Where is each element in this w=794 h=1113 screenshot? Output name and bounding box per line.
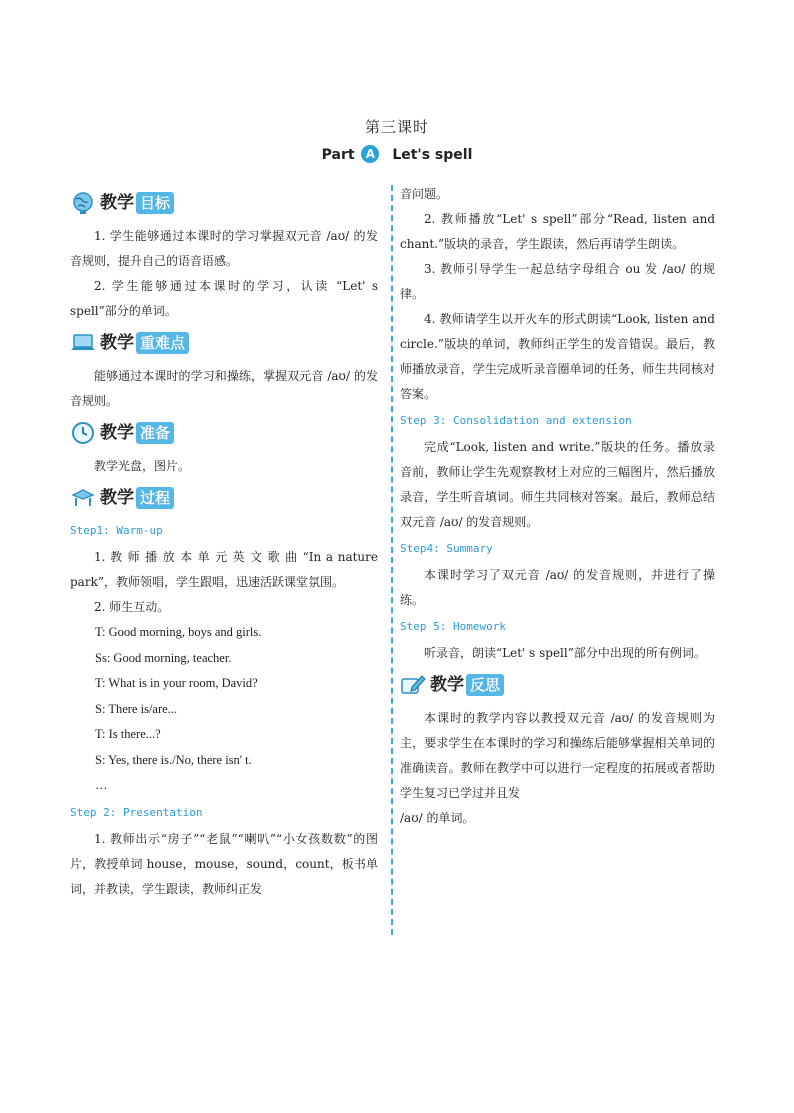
part-heading [0, 145, 794, 163]
step3-paragraph: 完成“Look, listen and write.”版块的任务。播放录音前，教师让学生先观察教材上对应的三幅图片，然后播放录音，学生听音填词。师生共同核对答案。最后，教师总结双元音 /aʊ/ 的发音规则。 [400, 440, 715, 529]
reflection-text: 本课时的教学内容以教授双元音 /aʊ/ 的发音规则为主，要求学生在本课时的学习和操练后能够掌握相关单词的准确读音。教师在教学中可以进行一定程度的拓展或者帮助学生复习已学过并且发 [400, 711, 715, 800]
section-title-prefix: 教学 [100, 192, 134, 213]
reflection-text-tail: /aʊ/ 的单词。 [400, 811, 475, 825]
continued-text: 音问题。 [400, 187, 449, 201]
left-column [70, 184, 378, 902]
step2-paragraph: 3. 教师引导学生一起总结字母组合 ou 发 /aʊ/ 的规律。 [400, 262, 715, 301]
step-label: Step 3: Consolidation and extension [400, 414, 632, 427]
step2-paragraph: 1. 教师出示“房子”“老鼠”“喇叭”“小女孩数数”的图片，教授单词 house，mouse，sound，count，板书单词，并教读，学生跟读，教师纠正发 [70, 831, 378, 896]
objective-item: 2. 学生能够通过本课时的学习，认读 “Let' s spell”部分的单词。 [70, 279, 378, 318]
step-label: Step 2: Presentation [70, 805, 203, 819]
part-badge: A [361, 145, 379, 163]
page-title: 第三课时 [364, 118, 429, 136]
section-objectives-heading [70, 186, 378, 220]
section-title-badge: 重难点 [136, 332, 189, 354]
section-title-badge: 过程 [136, 487, 174, 509]
section-title-badge: 准备 [136, 422, 174, 444]
step-label: Step4: Summary [400, 542, 493, 555]
dialog-line: T: What is in your room, David? [95, 676, 258, 690]
dialog-line: T: Is there...? [95, 727, 161, 741]
objective-item: 1. 学生能够通过本课时的学习掌握双元音 /aʊ/ 的发音规则，提升自己的语音语感。 [70, 229, 378, 268]
part-prefix: Part [321, 147, 355, 163]
step2-paragraph: 4. 教师请学生以开火车的形式朗读“Look, listen and circle.”版块的单词，教师纠正学生的发音错误。最后，教师播放录音，学生完成听录音圈单词的任务，师生共同核对答案。 [400, 312, 715, 401]
step5-paragraph: 听录音，朗读“Let' s spell”部分中出现的所有例词。 [424, 646, 706, 660]
dialog-line: Ss: Good morning, teacher. [95, 650, 232, 665]
step1-paragraph: 2. 师生互动。 [94, 600, 170, 614]
step1-paragraph: 1. 教 师 播 放 本 单 元 英 文 歌 曲 “In a nature park”，教师领唱，学生跟唱，迅速活跃课堂氛围。 [70, 550, 378, 589]
dialog-line: … [95, 778, 108, 792]
step2-paragraph: 2. 教师播放“Let' s spell”部分“Read, listen and chant.”版块的录音，学生跟读，然后再请学生朗读。 [400, 212, 715, 251]
preparation-text: 教学光盘，图片。 [94, 459, 191, 473]
section-keypoints-heading [70, 326, 378, 360]
column-divider [391, 185, 393, 935]
step-label: Step1: Warm-up [70, 524, 163, 537]
section-title-badge: 目标 [136, 192, 174, 214]
section-process-heading [70, 481, 378, 515]
dialog-line: T: Good morning, boys and girls. [95, 625, 262, 639]
clock-icon [70, 420, 96, 446]
dialog-line: S: Yes, there is./No, there isn' t. [95, 752, 252, 767]
section-title-badge: 反思 [466, 674, 504, 696]
part-title: Let's spell [392, 147, 473, 163]
desk-icon [70, 485, 96, 511]
section-title-prefix: 教学 [100, 487, 134, 508]
section-reflection-heading [400, 668, 715, 702]
right-column [400, 182, 715, 831]
step-label: Step 5: Homework [400, 620, 506, 633]
section-title-prefix: 教学 [100, 332, 134, 353]
section-title-prefix: 教学 [100, 422, 134, 443]
dialog-line: S: There is/are... [95, 701, 178, 716]
pencil-note-icon [400, 672, 426, 698]
globe-icon [70, 190, 96, 216]
key-points-text: 能够通过本课时的学习和操练，掌握双元音 /aʊ/ 的发音规则。 [70, 369, 378, 408]
step4-paragraph: 本课时学习了双元音 /aʊ/ 的发音规则，并进行了操练。 [400, 568, 715, 607]
laptop-icon [70, 330, 96, 356]
section-title-prefix: 教学 [430, 674, 464, 695]
section-preparation-heading [70, 416, 378, 450]
